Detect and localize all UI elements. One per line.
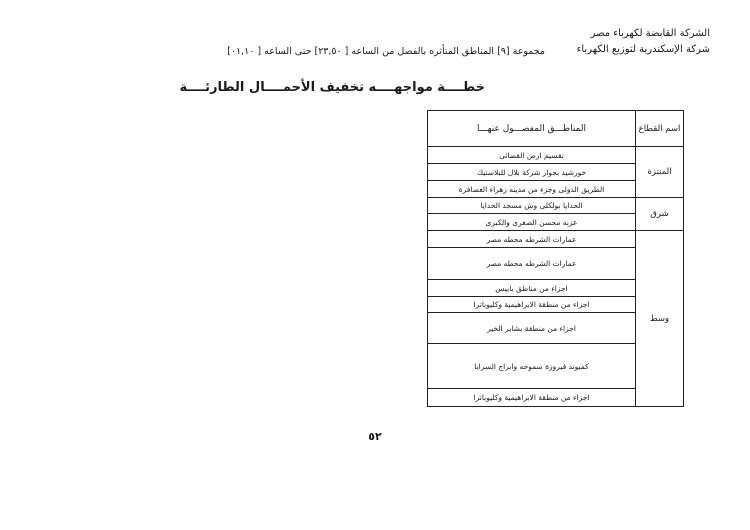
header-sector-name: اسم القطاع (636, 111, 683, 147)
table-row: كمبوند فيروزة سموحه وابراج السرايا (428, 344, 635, 389)
table-row: اجزاء من منطقة الابراهيمية وكليوباترا (473, 393, 590, 402)
sector-cell-east: شرق (636, 198, 683, 231)
table-row: اجزاء من منطقة الابراهيمية وكليوباترا (428, 297, 635, 313)
distribution-company-name: شركة الإسكندرية لتوزيع الكهرباء (576, 44, 710, 55)
table-row: تقسيم ارض القضائى (428, 147, 635, 164)
sector-cell-montaza: المنتزة (636, 147, 683, 198)
sector-cell-middle: وسط (649, 313, 670, 324)
holding-company-name: الشركة القابضة لكهرباء مصر (590, 28, 710, 39)
group-schedule-line: مجموعة [٩] المناطق المتأثره بالفصل من الساعه [ ٢٣,٥٠] حتى الساعه [ ٠١,١٠] (227, 46, 545, 57)
table-row: الحدايا بولكلى وش مسجد الحدايا (428, 198, 635, 214)
plan-title: خطــــة مواجهــــه تخفيف الأحمــــال الطارئــــة (179, 80, 485, 95)
company-header (530, 26, 710, 58)
table-row: اجزاء من منطقة بشاير الخير (428, 313, 635, 344)
table-row: عمارات الشرطه محطه مصر (428, 248, 635, 280)
table-row: عزبه محسن الصغرى والكبرى (428, 214, 635, 231)
areas-table (427, 110, 684, 407)
page-number: ٥٢ (368, 430, 382, 443)
table-row: خورشيد بجوار شركة بلال للبلاستيك (428, 164, 635, 181)
table-row: عمارات الشرطه محطه مصر (428, 231, 635, 248)
table-row: اجزاء من مناطق بابيس (428, 280, 635, 297)
header-disconnected-areas: المناطـــق المفصـــول عنهـــا (428, 111, 636, 147)
table-row: الطريق الدولى وجزء من مدينه زهراء العصافرة (428, 181, 635, 198)
